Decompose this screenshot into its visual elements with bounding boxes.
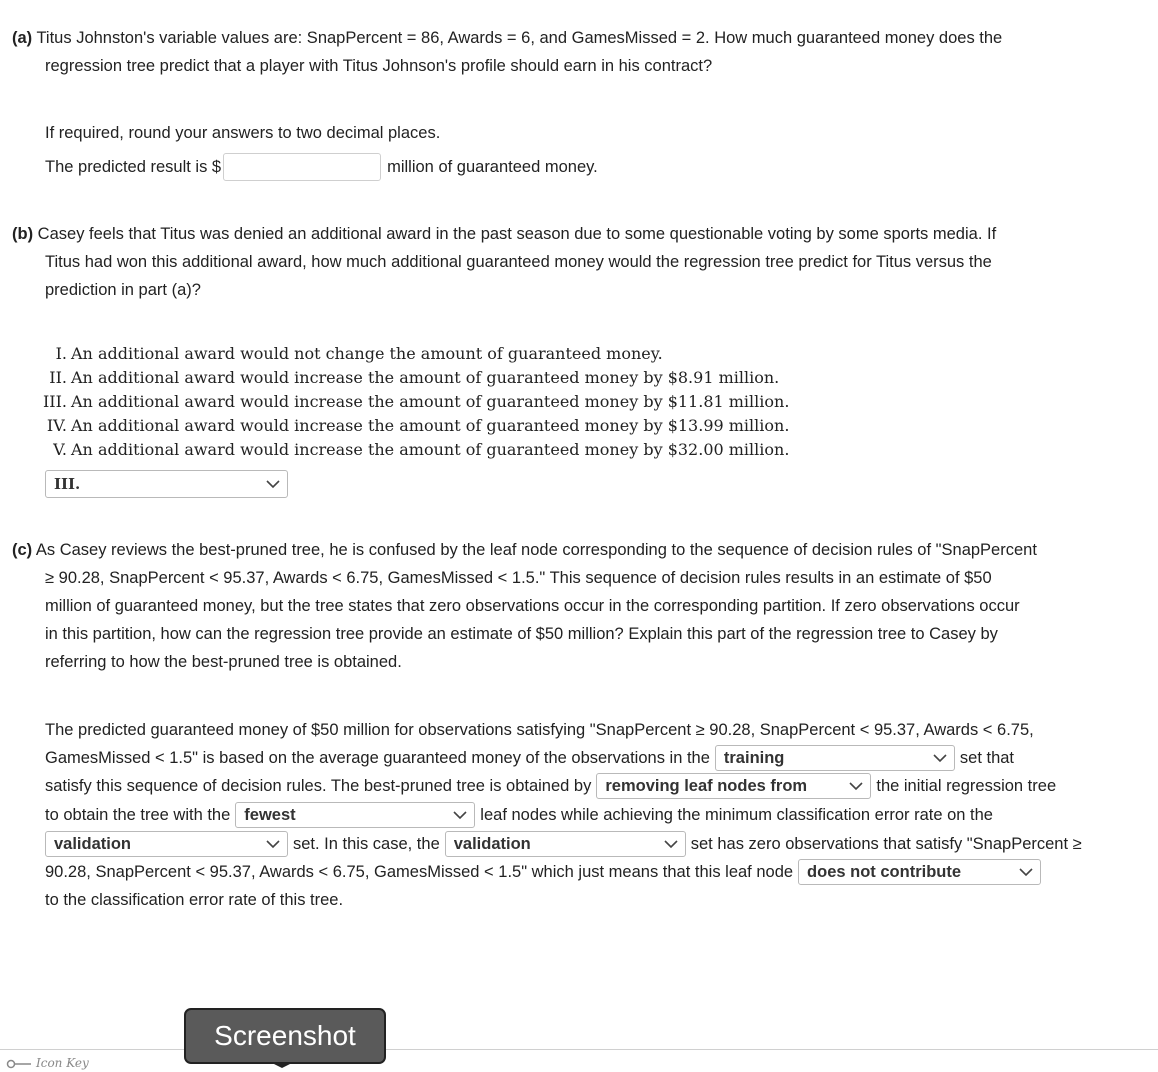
part-b-selected-value: III. [54, 475, 81, 493]
result-prefix: The predicted result is $ [45, 158, 222, 176]
key-icon [6, 1058, 32, 1068]
chevron-down-icon [663, 836, 679, 852]
dataset-select-1-value: training [723, 749, 785, 767]
answer-text: the initial regression tree [876, 777, 1057, 795]
dataset-select-3-value: validation [453, 835, 531, 853]
part-c-question-line3: million of guaranteed money, but the tree states that zero observations occur in the corresponding partition. If zero observations occur [45, 597, 1020, 615]
part-c-answer-line5 [45, 829, 1082, 859]
option-number: II. [49, 368, 67, 387]
node-count-select[interactable] [235, 802, 475, 828]
chevron-down-icon [1018, 864, 1034, 880]
part-b-question-line2: Titus had won this additional award, how much additional guaranteed money would the regression tree predict for Titus versus the [45, 253, 992, 271]
option-number: IV. [46, 416, 67, 435]
predicted-result-row [45, 152, 598, 182]
contribution-select[interactable] [798, 859, 1041, 885]
part-c-question-line5: referring to how the best-pruned tree is obtained. [45, 653, 402, 671]
option-item [30, 366, 790, 390]
option-item [30, 438, 790, 462]
part-a-question [12, 24, 1150, 80]
answer-text: set has zero observations that satisfy "SnapPercent ≥ [690, 835, 1082, 853]
answer-text: GamesMissed < 1.5" is based on the average guaranteed money of the observations in the [45, 749, 710, 767]
chevron-down-icon [265, 476, 281, 492]
option-number: V. [53, 440, 67, 459]
pruning-method-select-value: removing leaf nodes from [605, 777, 808, 795]
part-b-answer-select[interactable] [45, 470, 288, 498]
option-number: I. [55, 344, 67, 363]
part-b-question [12, 220, 1150, 304]
part-c-answer-line6 [45, 857, 1046, 887]
part-c-answer-line1: The predicted guaranteed money of $50 million for observations satisfying "SnapPercent ≥ 90.28, SnapPercent < 95.37, Awards < 6.75, [45, 721, 1034, 739]
chevron-down-icon [848, 778, 864, 794]
part-c-question [12, 536, 1150, 676]
option-item [30, 342, 790, 366]
option-text: An additional award would increase the amount of guaranteed money by $13.99 million. [71, 416, 790, 435]
option-number: III. [42, 392, 67, 411]
dataset-select-3[interactable] [445, 831, 686, 857]
footer-divider [0, 1049, 1158, 1050]
part-a-question-line2: regression tree predict that a player with Titus Johnson's profile should earn in his contract? [45, 57, 713, 75]
part-a-label: (a) [12, 29, 33, 47]
part-c-question-line1: As Casey reviews the best-pruned tree, he is confused by the leaf node corresponding to the sequence of decision rules of "SnapPercent [35, 541, 1037, 559]
part-a-question-line1: Titus Johnston's variable values are: SnapPercent = 86, Awards = 6, and GamesMissed = 2. How much guaranteed money does the [36, 29, 1003, 47]
part-b-options [30, 342, 790, 462]
option-text: An additional award would increase the amount of guaranteed money by $8.91 million. [71, 368, 780, 387]
dataset-select-1[interactable] [715, 745, 955, 771]
node-count-select-value: fewest [244, 806, 296, 824]
pruning-method-select[interactable] [596, 773, 871, 799]
option-text: An additional award would increase the amount of guaranteed money by $32.00 million. [71, 440, 790, 459]
answer-text: set that [959, 749, 1015, 767]
predicted-result-input[interactable] [223, 153, 381, 181]
screenshot-button-pointer [270, 1062, 294, 1068]
icon-key-label: Icon Key [36, 1056, 89, 1070]
option-text: An additional award would increase the amount of guaranteed money by $11.81 million. [71, 392, 790, 411]
part-c-question-line4: in this partition, how can the regression tree provide an estimate of $50 million? Explain this part of the regression tree to Casey by [45, 625, 998, 643]
chevron-down-icon [452, 807, 468, 823]
option-item [30, 390, 790, 414]
answer-text: leaf nodes while achieving the minimum classification error rate on the [480, 806, 993, 824]
answer-text: set. In this case, the [293, 835, 440, 853]
part-c-answer-line3 [45, 771, 1056, 801]
option-item [30, 414, 790, 438]
contribution-select-value: does not contribute [807, 863, 962, 881]
answer-text: 90.28, SnapPercent < 95.37, Awards < 6.75, GamesMissed < 1.5" which just means that this leaf node [45, 863, 794, 881]
chevron-down-icon [265, 836, 281, 852]
answer-text: satisfy this sequence of decision rules. The best-pruned tree is obtained by [45, 777, 592, 795]
icon-key[interactable] [6, 1056, 89, 1070]
answer-text: to obtain the tree with the [45, 806, 231, 824]
part-c-answer-line4 [45, 800, 993, 830]
part-c-question-line2: ≥ 90.28, SnapPercent < 95.37, Awards < 6.75, GamesMissed < 1.5." This sequence of decision rules results in an estimate of $50 [45, 569, 992, 587]
result-suffix: million of guaranteed money. [387, 158, 598, 176]
round-note: If required, round your answers to two decimal places. [45, 124, 441, 142]
part-b-label: (b) [12, 225, 34, 243]
part-c-answer-line2 [45, 743, 1014, 773]
screenshot-button[interactable]: Screenshot [184, 1008, 386, 1064]
part-b-question-line3: prediction in part (a)? [45, 281, 201, 299]
option-text: An additional award would not change the amount of guaranteed money. [71, 344, 663, 363]
part-c-label: (c) [12, 541, 33, 559]
dataset-select-2[interactable] [45, 831, 288, 857]
chevron-down-icon [932, 750, 948, 766]
part-b-question-line1: Casey feels that Titus was denied an additional award in the past season due to some questionable voting by some sports media. If [37, 225, 997, 243]
dataset-select-2-value: validation [54, 835, 132, 853]
part-c-answer-line7: to the classification error rate of this tree. [45, 891, 344, 909]
